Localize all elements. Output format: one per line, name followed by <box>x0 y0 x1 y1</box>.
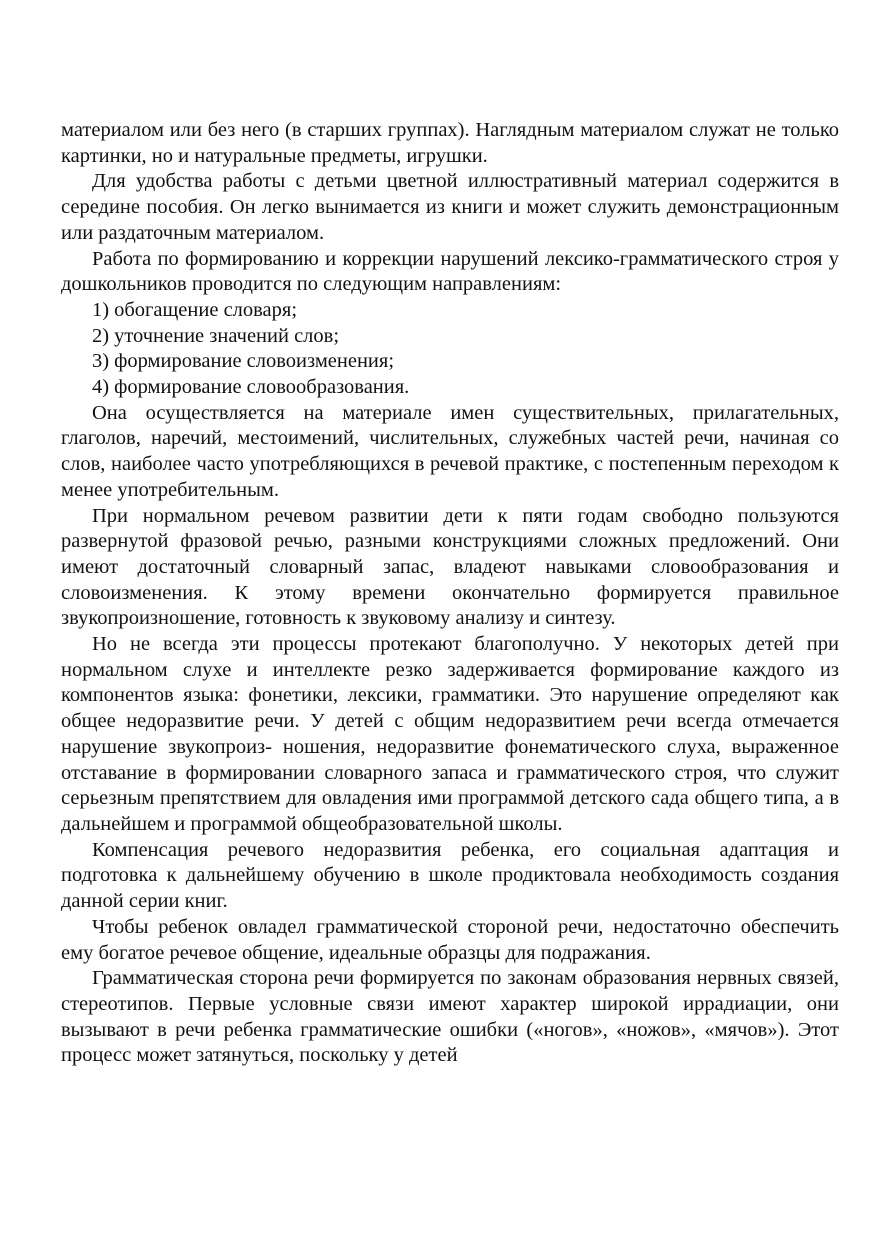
paragraph-1: материалом или без него (в старших группах). Наглядным материалом служат не только картинки, но и натуральные предметы, игрушки. <box>61 119 839 167</box>
paragraph-9: Грамматическая сторона речи формируется по законам образования нервных связей, стереотипов. Первые условные связи имеют характер широкой иррадиации, они вызывают в речи ребенка грамматические ошибки («ногов», «ножов», «мячов»). Этот процесс может затянуться, поскольку у детей <box>61 967 839 1067</box>
list-item-text: обогащение словаря; <box>114 298 298 321</box>
list-item-text: формирование словоизменения; <box>114 350 395 373</box>
document-page <box>61 118 839 1069</box>
paragraph-2: Для удобства работы с детьми цветной иллюстративный материал содержится в середине пособия. Он легко вынимается из книги и может служить демонстрационным или раздаточным материалом. <box>61 170 839 244</box>
paragraph-7: Компенсация речевого недоразвития ребенка, его социальная адаптация и подготовка к дальнейшему обучению в школе продиктовала необходимость создания данной серии книг. <box>61 838 839 913</box>
list-item-number: 3) <box>92 350 110 373</box>
list-item-number: 1) <box>92 298 110 321</box>
list-item <box>61 324 839 350</box>
paragraph-6: Но не всегда эти процессы протекают благополучно. У некоторых детей при нормальном слухе и интеллекте резко задерживается формирование каждого из компонентов языка: фонетики, лексики, грамматики. Это нарушение определяют как общее недоразвитие речи. У детей с общим недоразвитием речи всегда отмечается нарушение звукопроиз- ношения, недоразвитие фонематического слуха, выраженное отставание в формировании словарного запаса и грамматического строя, что служит серьезным препятствием для овладения ими программой детского сада общего типа, а в дальнейшем и программой общеобразовательной школы. <box>61 633 839 835</box>
paragraph-4: Она осуществляется на материале имен существительных, прилагательных, глаголов, наречий, местоимений, числительных, служебных частей речи, начиная со слов, наиболее часто употребляющихся в речевой практике, с постепенным переходом к менее употребительным. <box>61 401 839 501</box>
list-item-text: формирование словообразования. <box>114 376 410 399</box>
list-item-number: 2) <box>92 324 110 347</box>
list-item-number: 4) <box>92 376 110 399</box>
list-item <box>61 298 839 324</box>
list-item <box>61 349 839 375</box>
paragraph-8: Чтобы ребенок овладел грамматической стороной речи, недостаточно обеспечить ему богатое речевое общение, идеальные образцы для подражания. <box>61 915 839 964</box>
directions-list <box>61 298 839 401</box>
paragraph-3: Работа по формированию и коррекции нарушений лексико-грамматического строя у дошкольников проводится по следующим направлениям: <box>61 247 839 296</box>
list-item-text: уточнение значений слов; <box>114 324 340 347</box>
list-item <box>61 375 839 401</box>
paragraph-5: При нормальном речевом развитии дети к пяти годам свободно пользуются развернутой фразовой речью, разными конструкциями сложных предложений. Они имеют достаточный словарный запас, владеют навыками словообразования и словоизменения. К этому времени окончательно формируется правильное звукопроизношение, готовность к звуковому анализу и синтезу. <box>61 504 839 630</box>
